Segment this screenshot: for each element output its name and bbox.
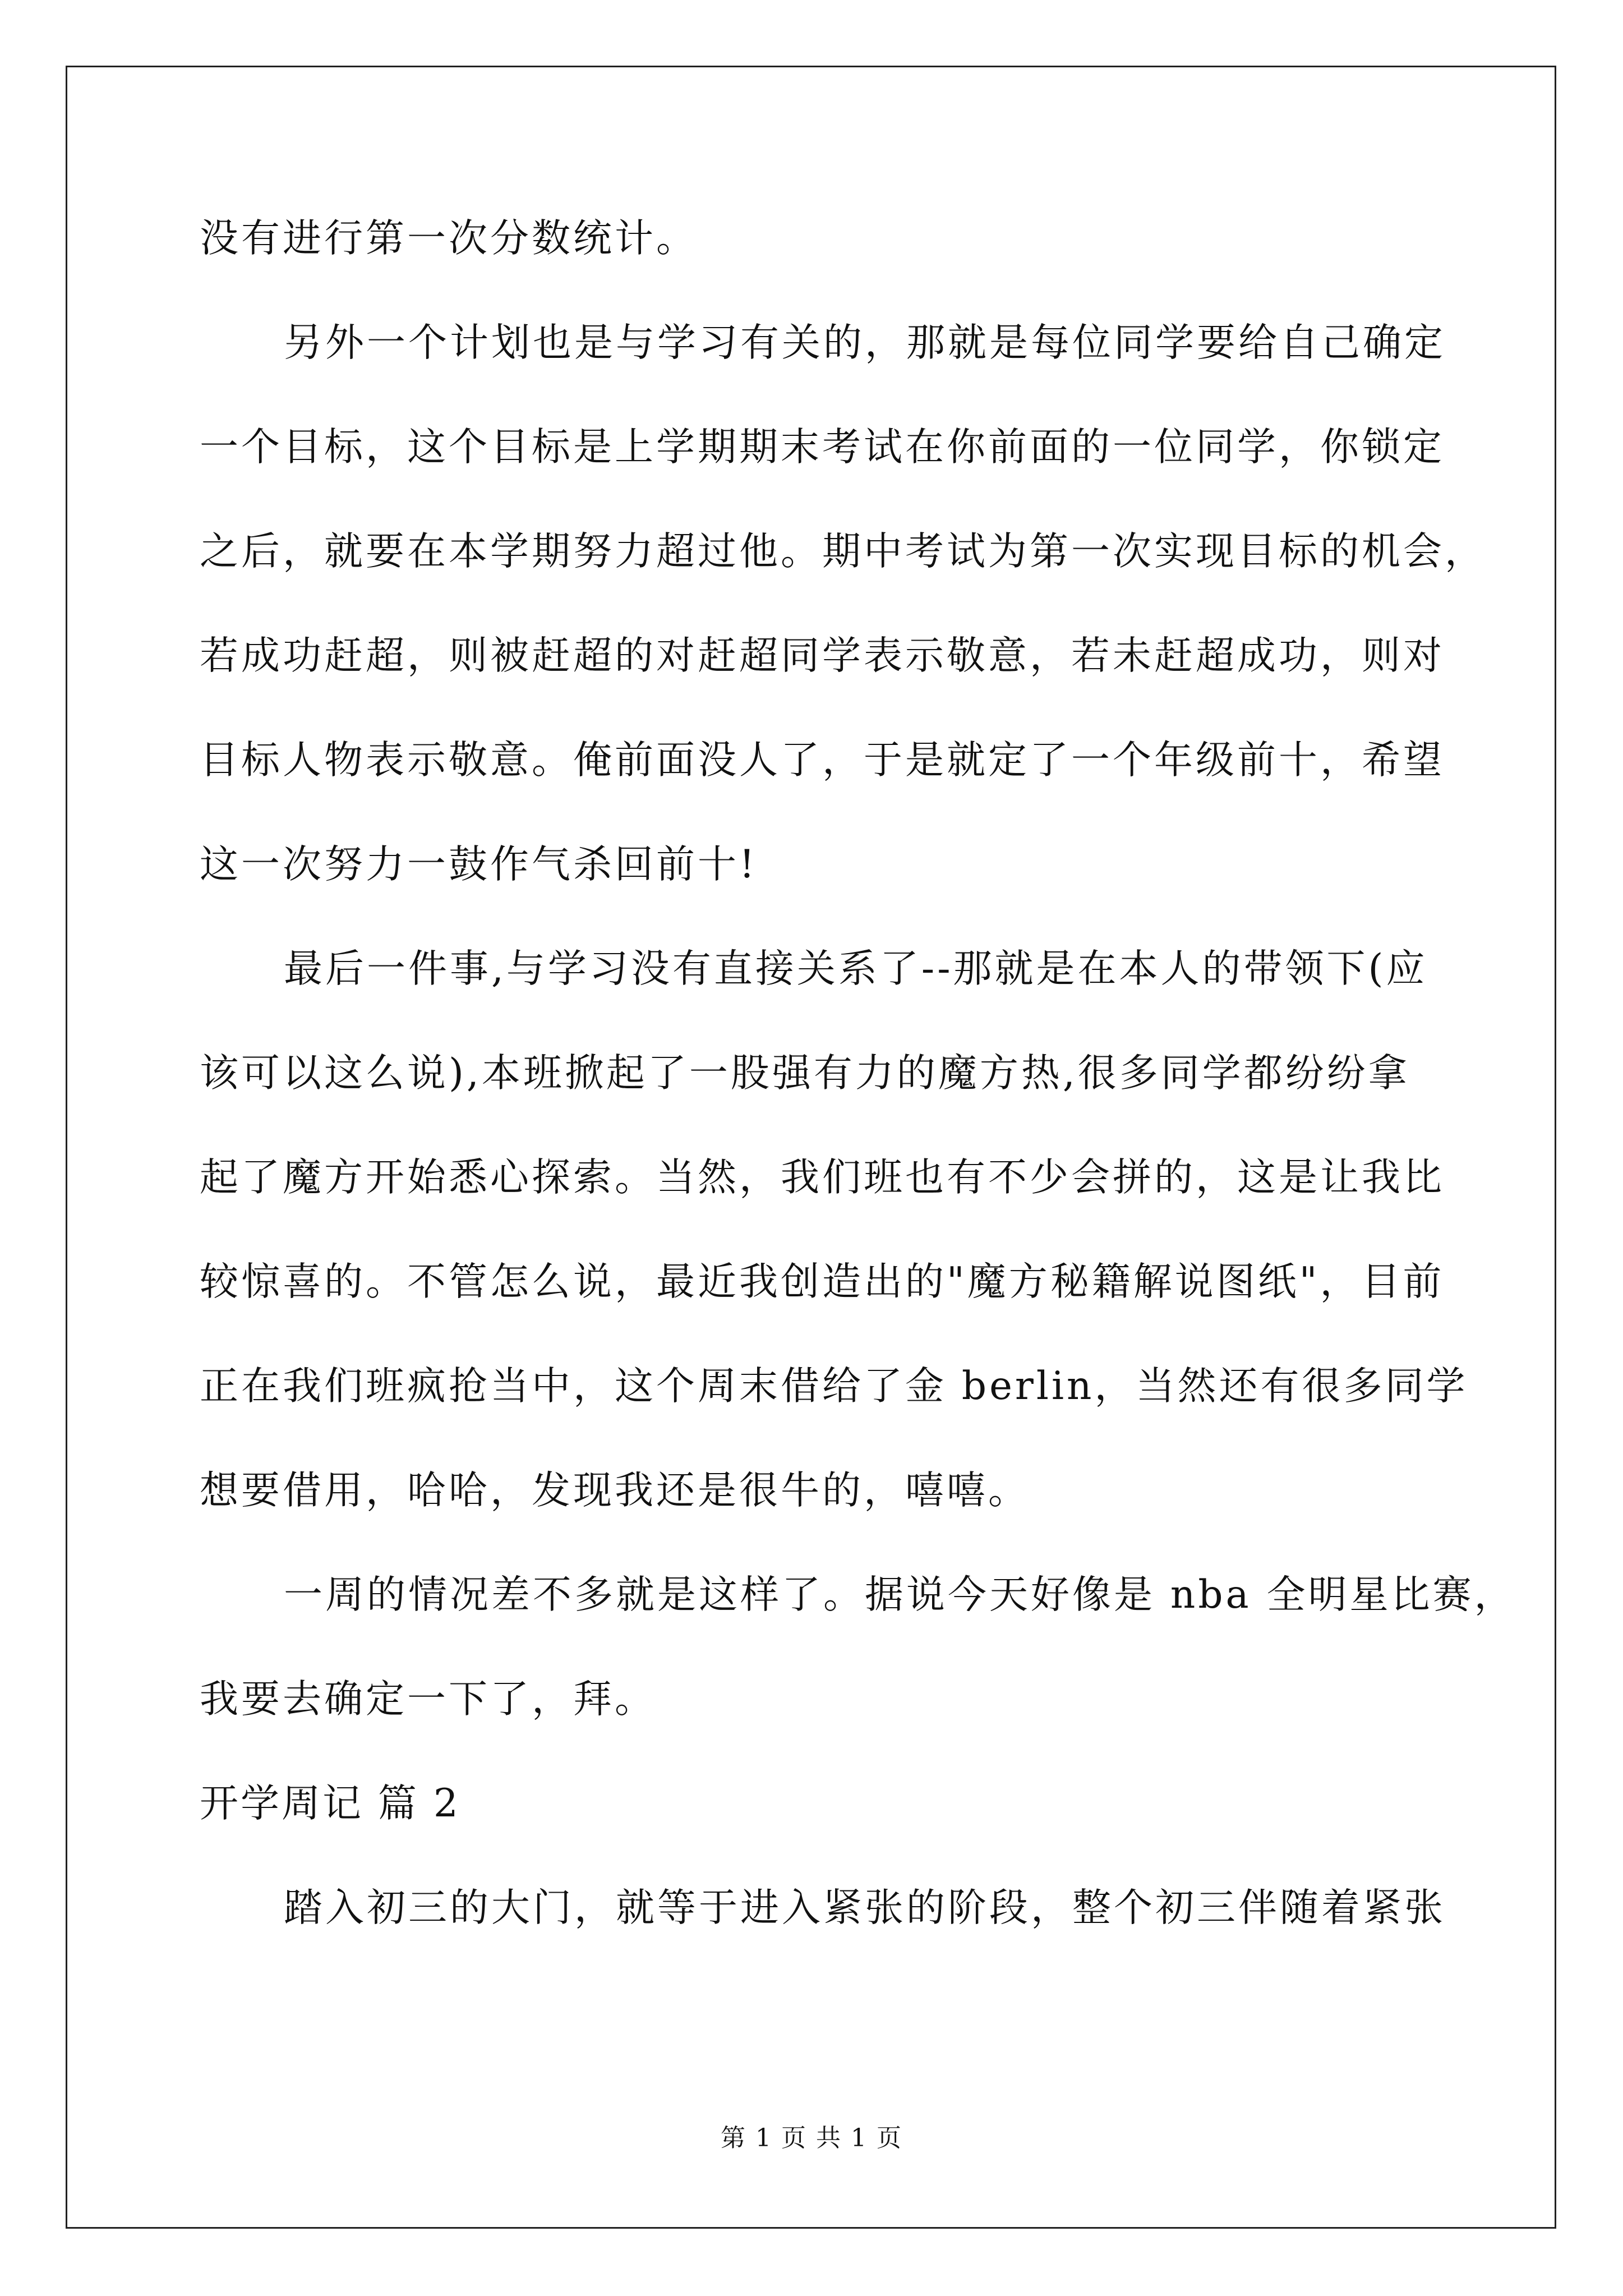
paragraph-line: 该可以这么说),本班掀起了一股强有力的魔方热,很多同学都纷纷拿 bbox=[200, 1051, 1410, 1096]
paragraph-line: 最后一件事,与学习没有直接关系了--那就是在本人的带领下(应 bbox=[284, 946, 1428, 991]
paragraph-line: 另外一个计划也是与学习有关的，那就是每位同学要给自己确定 bbox=[284, 320, 1446, 365]
paragraph-line: 若成功赶超，则被赶超的对赶超同学表示敬意，若未赶超成功，则对 bbox=[200, 633, 1445, 678]
paragraph-line: 踏入初三的大门，就等于进入紧张的阶段，整个初三伴随着紧张 bbox=[284, 1885, 1446, 1930]
paragraph-line: 正在我们班疯抢当中，这个周末借给了金 berlin，当然还有很多同学 bbox=[200, 1364, 1468, 1409]
paragraph-line: 目标人物表示敬意。俺前面没人了，于是就定了一个年级前十，希望 bbox=[200, 738, 1445, 783]
paragraph-line: 一个目标，这个目标是上学期期末考试在你前面的一位同学，你锁定 bbox=[200, 425, 1445, 470]
paragraph-line: 这一次努力一鼓作气杀回前十! bbox=[200, 842, 758, 887]
paragraph-line: 一周的情况差不多就是这样了。据说今天好像是 nba 全明星比赛， bbox=[284, 1572, 1516, 1617]
paragraph-line: 没有进行第一次分数统计。 bbox=[200, 216, 698, 261]
paragraph-line: 起了魔方开始悉心探索。当然，我们班也有不少会拼的，这是让我比 bbox=[200, 1155, 1445, 1200]
paragraph-line: 我要去确定一下了，拜。 bbox=[200, 1677, 656, 1722]
paragraph-line: 较惊喜的。不管怎么说，最近我创造出的"魔方秘籍解说图纸"，目前 bbox=[200, 1259, 1445, 1304]
paragraph-line: 之后，就要在本学期努力超过他。期中考试为第一次实现目标的机会， bbox=[200, 529, 1486, 574]
section-heading: 开学周记 篇 2 bbox=[200, 1781, 460, 1826]
page-footer: 第 1 页 共 1 页 bbox=[721, 2124, 902, 2152]
paragraph-line: 想要借用，哈哈，发现我还是很牛的，嘻嘻。 bbox=[200, 1468, 1030, 1513]
